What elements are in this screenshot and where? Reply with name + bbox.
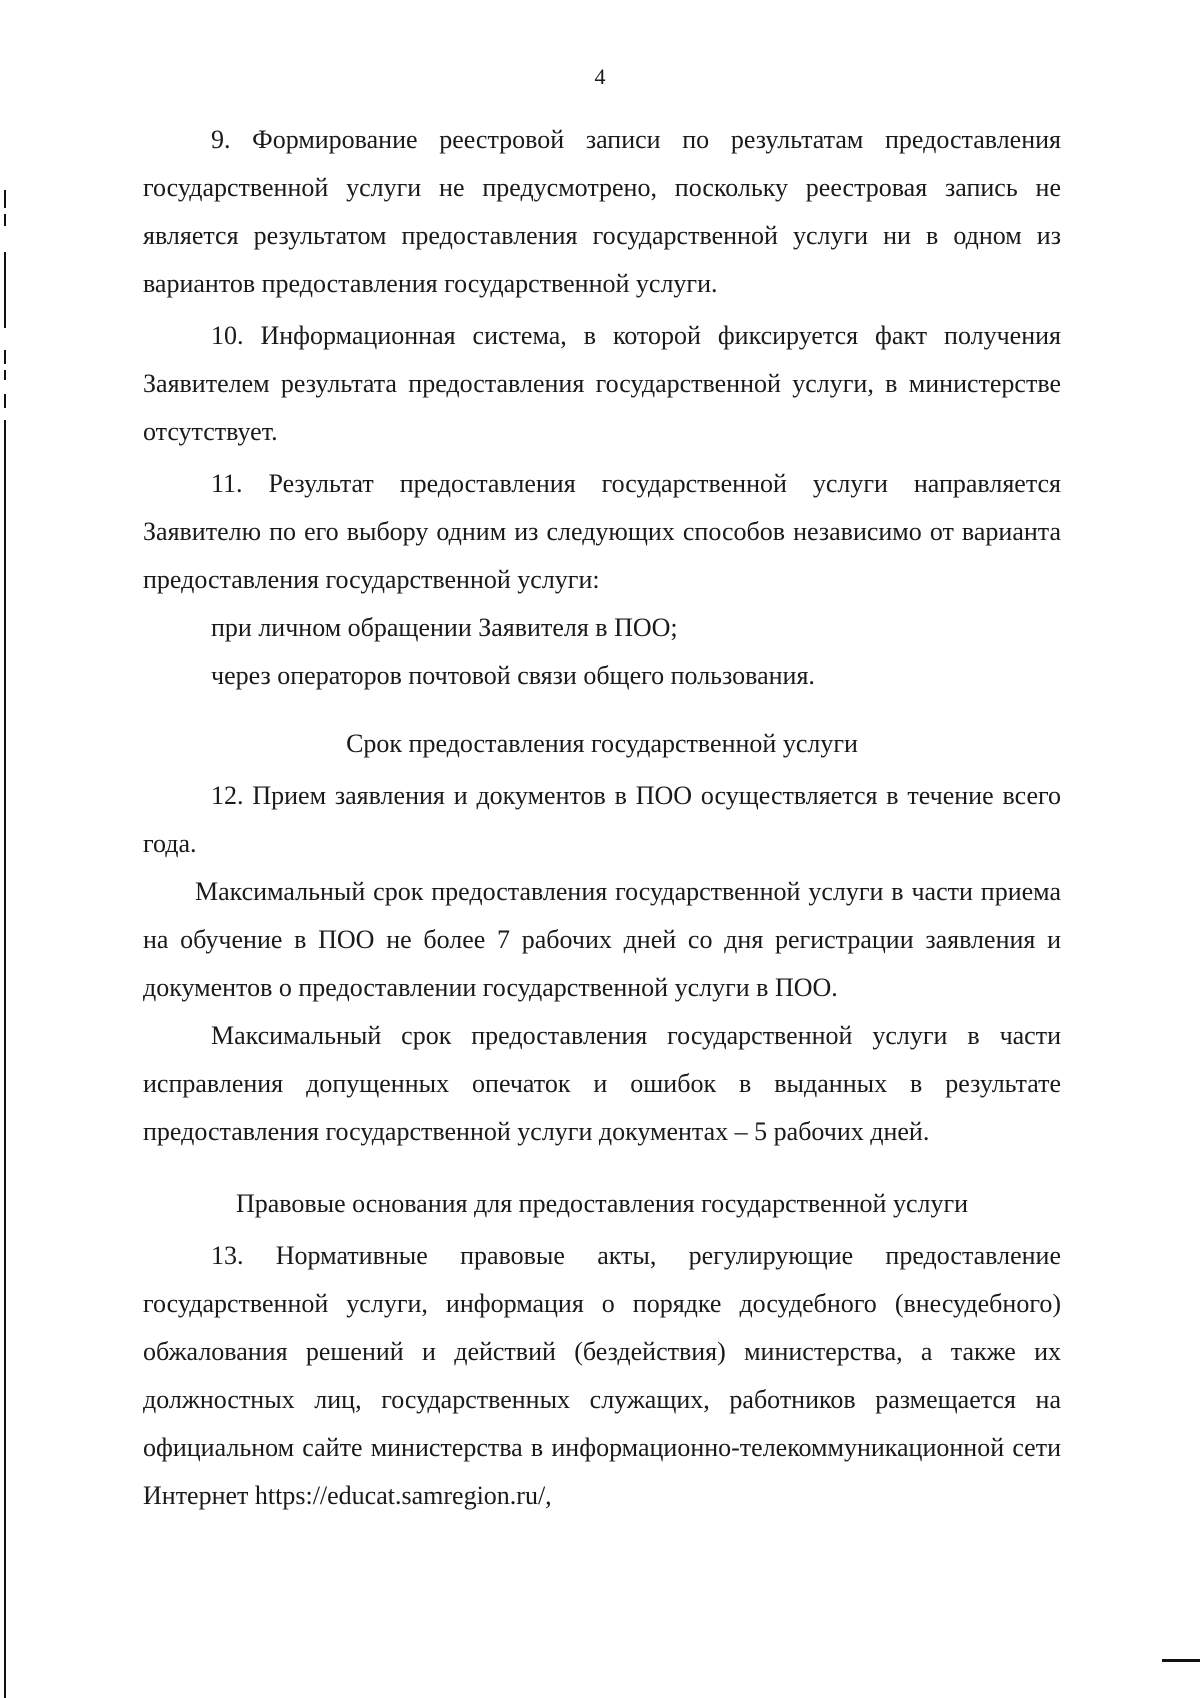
- page-number: 4: [594, 64, 606, 89]
- paragraph-13: 13. Нормативные правовые акты, регулирующие предоставление государственной услуги, информация о порядке досудебного (внесудебного) обжалования решений и действий (бездействия) министерства, а также их должностных лиц, государственных служащих, работников размещается на официальном сайте министерства в информационно-телекоммуникационной сети Интернет https://educat.samregion.ru/,: [143, 1241, 1061, 1510]
- paragraph-11-item-1: при личном обращении Заявителя в ПОО;: [211, 613, 678, 642]
- scan-artifact-mark: [1162, 1659, 1200, 1662]
- paragraph-12-max-term-corrections: Максимальный срок предоставления государственной услуги в части исправления допущенных опечаток и ошибок в выданных в результате предоставления государственной услуги документах – 5 рабочих дней.: [143, 1021, 1061, 1146]
- paragraph-11-item-2: через операторов почтовой связи общего пользования.: [211, 661, 815, 690]
- paragraph-9: 9. Формирование реестровой записи по результатам предоставления государственной услуги не предусмотрено, поскольку реестровая запись не является результатом предоставления государственной услуги ни в одном из вариантов предоставления государственной услуги.: [143, 125, 1061, 298]
- scan-artifact-line: [4, 252, 6, 328]
- paragraph-12: 12. Прием заявления и документов в ПОО осуществляется в течение всего года.: [143, 781, 1061, 858]
- paragraph-12-max-term-admission: Максимальный срок предоставления государственной услуги в части приема на обучение в ПОО не более 7 рабочих дней со дня регистрации заявления и документов о предоставлении государственной услуги в ПОО.: [143, 877, 1061, 1002]
- paragraph-11: 11. Результат предоставления государственной услуги направляется Заявителю по его выбору одним из следующих способов независимо от варианта предоставления государственной услуги:: [143, 469, 1061, 594]
- scan-artifact-line: [4, 420, 6, 1698]
- scan-artifact-line: [4, 370, 6, 380]
- scan-artifact-line: [4, 190, 6, 208]
- scan-artifact-line: [4, 394, 6, 408]
- document-body: [143, 116, 1061, 1520]
- section-heading-term: Срок предоставления государственной услуги: [346, 729, 858, 758]
- section-heading-legal: Правовые основания для предоставления государственной услуги: [235, 1189, 969, 1218]
- scan-artifact-line: [4, 350, 6, 364]
- paragraph-10: 10. Информационная система, в которой фиксируется факт получения Заявителем результата предоставления государственной услуги, в министерстве отсутствует.: [143, 321, 1061, 446]
- scan-artifact-line: [4, 214, 6, 226]
